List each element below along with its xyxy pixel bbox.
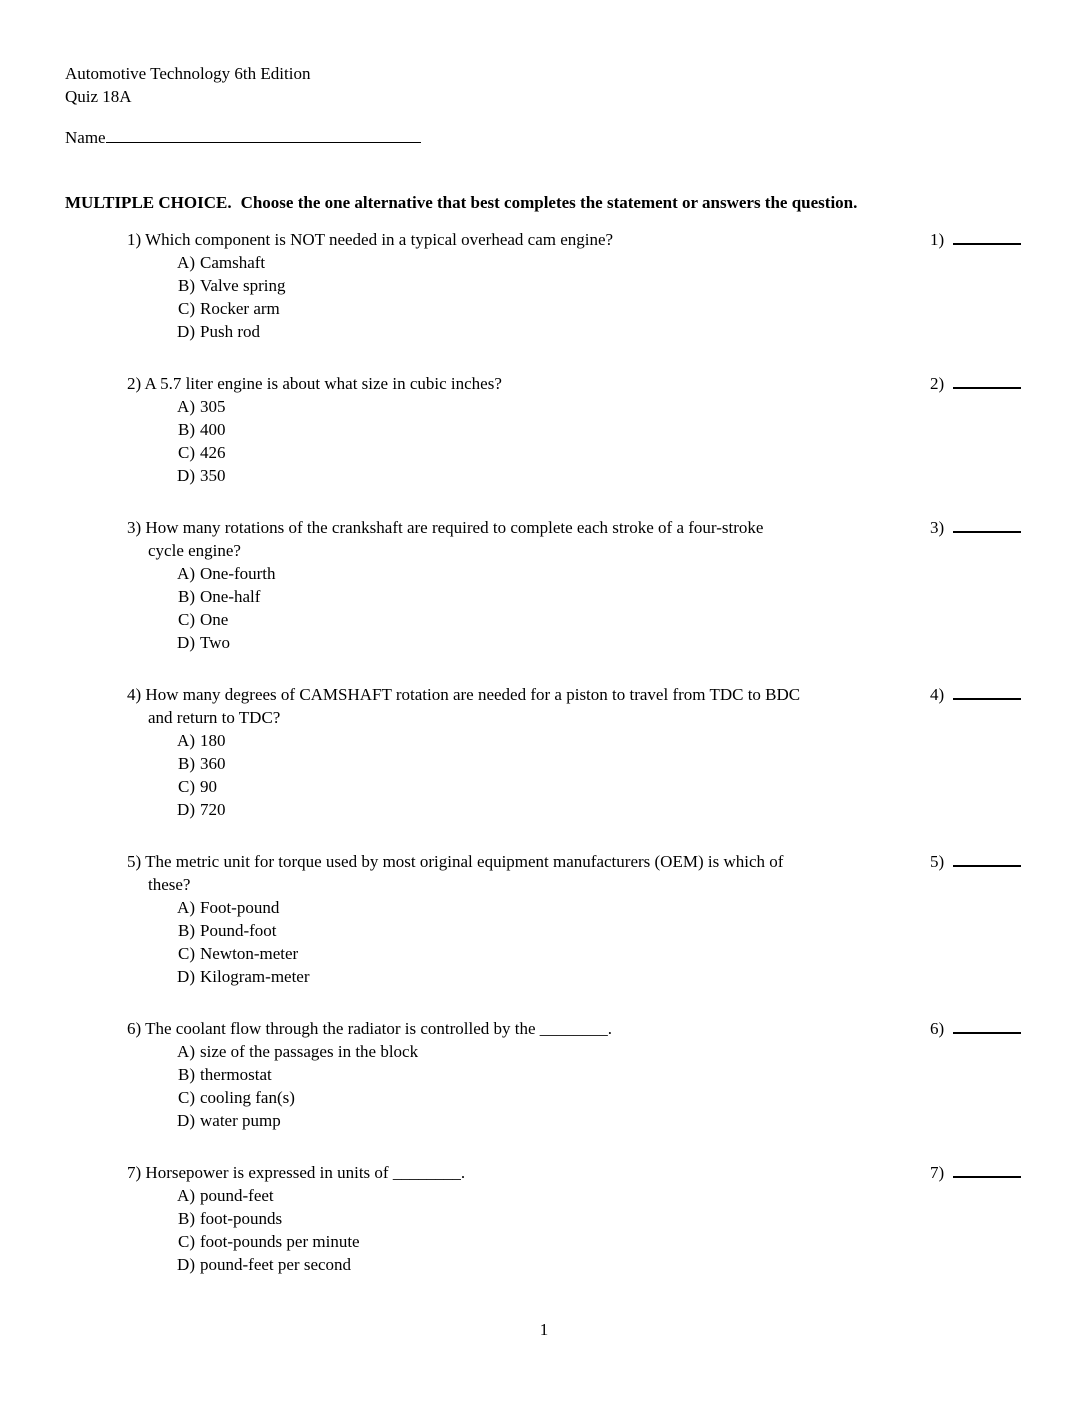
- option-text: water pump: [200, 1111, 281, 1130]
- option-text: One: [200, 610, 229, 629]
- option-label: A): [177, 564, 195, 583]
- answer-slot-1: [930, 228, 1025, 343]
- option-text: cooling fan(s): [200, 1088, 295, 1107]
- answer-blank-line: [953, 1019, 1021, 1034]
- question-text-continued: cycle engine?: [148, 541, 241, 560]
- option-text: Two: [200, 633, 230, 652]
- option-label: C): [178, 443, 195, 462]
- question-6: [127, 1017, 1025, 1132]
- header-title: Automotive Technology 6th Edition: [65, 64, 311, 83]
- option-b: [173, 1063, 910, 1086]
- option-a: [173, 562, 910, 585]
- document-header: [65, 62, 1025, 108]
- option-text: thermostat: [200, 1065, 272, 1084]
- option-label: C): [178, 1232, 195, 1251]
- option-text: Push rod: [200, 322, 260, 341]
- question-text-continued: these?: [148, 875, 191, 894]
- option-text: One-half: [200, 587, 261, 606]
- option-c: [173, 775, 910, 798]
- section-heading-label: MULTIPLE CHOICE.: [65, 193, 232, 212]
- option-text: 305: [200, 397, 226, 416]
- question-number: 6): [127, 1019, 142, 1038]
- question-list: [127, 228, 1025, 1276]
- option-a: [173, 251, 910, 274]
- option-text: 180: [200, 731, 226, 750]
- question-text: [127, 683, 910, 706]
- question-text: [127, 372, 910, 395]
- option-list: [173, 1040, 910, 1132]
- question-5: [127, 850, 1025, 988]
- option-list: [173, 562, 910, 654]
- answer-blank-line: [953, 685, 1021, 700]
- option-label: C): [178, 1088, 195, 1107]
- option-label: D): [177, 1111, 195, 1130]
- option-label: C): [178, 944, 195, 963]
- option-text: One-fourth: [200, 564, 276, 583]
- option-d: [173, 965, 910, 988]
- section-heading: [65, 191, 1025, 214]
- option-label: A): [177, 731, 195, 750]
- answer-number: 1): [930, 230, 945, 249]
- option-c: [173, 441, 910, 464]
- option-label: A): [177, 397, 195, 416]
- question-number: 7): [127, 1163, 142, 1182]
- option-a: [173, 395, 910, 418]
- page-number: 1: [539, 1320, 549, 1339]
- option-text: 426: [200, 443, 226, 462]
- question-number: 3): [127, 518, 142, 537]
- option-list: [173, 251, 910, 343]
- answer-blank-line: [953, 518, 1021, 533]
- question-text-line: Horsepower is expressed in units of ________.: [145, 1163, 466, 1182]
- option-label: A): [177, 1042, 195, 1061]
- option-label: B): [178, 754, 195, 773]
- option-text: Newton-meter: [200, 944, 299, 963]
- question-text: [127, 516, 910, 539]
- option-list: [173, 1184, 910, 1276]
- answer-slot-4: [930, 683, 1025, 821]
- option-a: [173, 896, 910, 919]
- option-c: [173, 942, 910, 965]
- option-text: 720: [200, 800, 226, 819]
- question-text: [127, 228, 910, 251]
- option-label: C): [178, 777, 195, 796]
- option-text: Kilogram-meter: [200, 967, 310, 986]
- option-list: [173, 896, 910, 988]
- question-1: [127, 228, 1025, 343]
- option-d: [173, 631, 910, 654]
- answer-number: 5): [930, 852, 945, 871]
- option-d: [173, 798, 910, 821]
- question-7: [127, 1161, 1025, 1276]
- option-d: [173, 464, 910, 487]
- answer-blank-line: [953, 374, 1021, 389]
- option-b: [173, 418, 910, 441]
- question-text-line: A 5.7 liter engine is about what size in cubic inches?: [144, 374, 502, 393]
- option-label: C): [178, 299, 195, 318]
- option-a: [173, 1184, 910, 1207]
- option-d: [173, 1109, 910, 1132]
- option-d: [173, 320, 910, 343]
- option-b: [173, 1207, 910, 1230]
- option-text: Valve spring: [200, 276, 286, 295]
- option-c: [173, 1086, 910, 1109]
- option-label: D): [177, 633, 195, 652]
- option-text: Foot-pound: [200, 898, 280, 917]
- question-text-line: How many rotations of the crankshaft are required to complete each stroke of a four-stroke: [145, 518, 764, 537]
- question-number: 2): [127, 374, 142, 393]
- option-b: [173, 752, 910, 775]
- header-subtitle: Quiz 18A: [65, 87, 132, 106]
- name-label: Name: [65, 128, 106, 147]
- option-label: D): [177, 322, 195, 341]
- option-text: foot-pounds per minute: [200, 1232, 360, 1251]
- option-label: C): [178, 610, 195, 629]
- option-text: Camshaft: [200, 253, 266, 272]
- question-3: [127, 516, 1025, 654]
- question-text-line: The metric unit for torque used by most original equipment manufacturers (OEM) is which of: [145, 852, 784, 871]
- option-a: [173, 1040, 910, 1063]
- option-label: D): [177, 466, 195, 485]
- option-label: B): [178, 1209, 195, 1228]
- question-text-line: The coolant flow through the radiator is controlled by the ________.: [145, 1019, 613, 1038]
- option-label: A): [177, 253, 195, 272]
- option-label: B): [178, 420, 195, 439]
- option-label: D): [177, 967, 195, 986]
- answer-number: 2): [930, 374, 945, 393]
- option-label: B): [178, 1065, 195, 1084]
- option-b: [173, 919, 910, 942]
- answer-slot-2: [930, 372, 1025, 487]
- option-label: B): [178, 587, 195, 606]
- answer-blank-line: [953, 230, 1021, 245]
- question-number: 5): [127, 852, 142, 871]
- option-label: D): [177, 800, 195, 819]
- answer-slot-5: [930, 850, 1025, 988]
- option-c: [173, 608, 910, 631]
- option-text: 400: [200, 420, 226, 439]
- option-text: Pound-foot: [200, 921, 277, 940]
- answer-number: 4): [930, 685, 945, 704]
- question-number: 1): [127, 230, 142, 249]
- question-text-line: How many degrees of CAMSHAFT rotation are needed for a piston to travel from TDC to BDC: [145, 685, 801, 704]
- answer-number: 7): [930, 1163, 945, 1182]
- option-text: 360: [200, 754, 226, 773]
- answer-number: 6): [930, 1019, 945, 1038]
- option-text: foot-pounds: [200, 1209, 283, 1228]
- option-a: [173, 729, 910, 752]
- option-text: pound-feet: [200, 1186, 274, 1205]
- question-2: [127, 372, 1025, 487]
- answer-slot-6: [930, 1017, 1025, 1132]
- question-text-line: Which component is NOT needed in a typical overhead cam engine?: [145, 230, 614, 249]
- option-b: [173, 274, 910, 297]
- option-d: [173, 1253, 910, 1276]
- answer-blank-line: [953, 852, 1021, 867]
- option-label: A): [177, 898, 195, 917]
- option-text: pound-feet per second: [200, 1255, 352, 1274]
- question-text: [127, 1161, 910, 1184]
- answer-blank-line: [953, 1163, 1021, 1178]
- answer-slot-3: [930, 516, 1025, 654]
- question-text: [127, 1017, 910, 1040]
- option-list: [173, 729, 910, 821]
- option-text: Rocker arm: [200, 299, 280, 318]
- option-text: 350: [200, 466, 226, 485]
- option-list: [173, 395, 910, 487]
- option-text: size of the passages in the block: [200, 1042, 419, 1061]
- option-label: B): [178, 276, 195, 295]
- question-4: [127, 683, 1025, 821]
- option-text: 90: [200, 777, 217, 796]
- option-label: A): [177, 1186, 195, 1205]
- answer-slot-7: [930, 1161, 1025, 1276]
- option-label: D): [177, 1255, 195, 1274]
- section-heading-instruction: Choose the one alternative that best completes the statement or answers the question.: [240, 193, 858, 212]
- option-c: [173, 1230, 910, 1253]
- question-number: 4): [127, 685, 142, 704]
- name-row: [65, 125, 1025, 149]
- option-b: [173, 585, 910, 608]
- option-c: [173, 297, 910, 320]
- name-blank-line: [106, 125, 421, 143]
- option-label: B): [178, 921, 195, 940]
- answer-number: 3): [930, 518, 945, 537]
- question-text-continued: and return to TDC?: [148, 708, 281, 727]
- question-text: [127, 850, 910, 873]
